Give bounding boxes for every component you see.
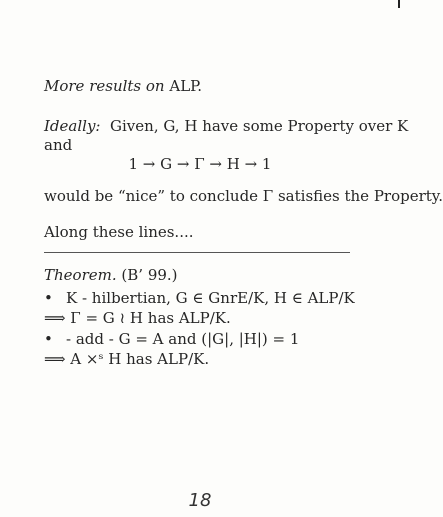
page-number: 18 — [188, 490, 212, 511]
along-line: Along these lines.... — [44, 223, 194, 241]
item-2-line-2: ⟹ A ×ˢ H has ALP/K. — [44, 350, 210, 368]
corner-mark — [398, 0, 400, 8]
ideally-label: Ideally: — [44, 117, 101, 135]
bullet-icon: • — [44, 289, 53, 307]
heading-italic: More results on — [44, 77, 165, 95]
item-1-line-1 — [44, 289, 355, 307]
theorem-ref: (B’ 99.) — [121, 266, 178, 284]
ideally-line — [44, 117, 408, 135]
item-1-line-2: ⟹ Γ = G ≀ H has ALP/K. — [44, 309, 231, 327]
theorem-label: Theorem. — [44, 266, 117, 284]
item-2-text: - add - G = A and (|G|, |H|) = 1 — [66, 330, 300, 348]
divider — [44, 252, 350, 253]
heading-rest: ALP. — [169, 77, 202, 95]
nice-line: would be “nice” to conclude Γ satisfies the Property. — [44, 187, 443, 205]
heading — [44, 77, 202, 95]
theorem-line — [44, 266, 178, 284]
ideally-cont: and — [44, 136, 73, 154]
ideally-text: Given, G, H have some Property over K — [110, 117, 409, 135]
bullet-icon: • — [44, 330, 53, 348]
item-1-text: K - hilbertian, G ∈ GnrE/K, H ∈ ALP/K — [66, 289, 355, 307]
item-2-line-1 — [44, 330, 299, 348]
exact-sequence: 1 → G → Γ → H → 1 — [128, 155, 272, 173]
